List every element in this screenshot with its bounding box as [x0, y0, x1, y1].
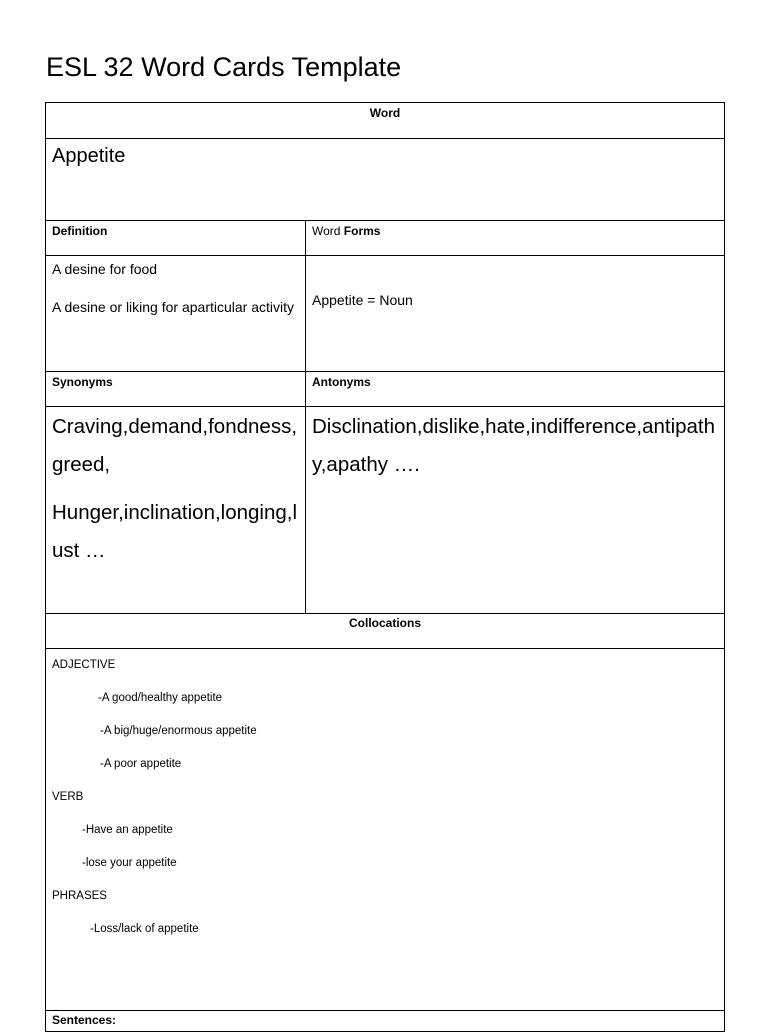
word-header-cell: [46, 103, 725, 139]
collocation-item: -Have an appetite: [82, 824, 173, 836]
word-forms-value: Appetite = Noun: [312, 292, 413, 308]
word-value: Appetite: [52, 145, 126, 167]
antonyms-cell: [306, 407, 725, 614]
collocation-category: PHRASES: [52, 890, 107, 902]
collocation-item: -A big/huge/enormous appetite: [100, 725, 257, 737]
definition-item: A desine for food: [52, 261, 158, 277]
collocation-category: ADJECTIVE: [52, 659, 116, 671]
synonyms-header: Synonyms: [52, 375, 113, 389]
word-forms-cell: [306, 256, 725, 372]
synonyms-line: Hunger,inclination,longing,lust …: [52, 501, 298, 562]
word-card-table: [45, 102, 725, 1032]
collocations-cell: [46, 649, 725, 1011]
definition-header: Definition: [52, 224, 108, 238]
synonyms-header-cell: [46, 372, 306, 407]
collocations-header: Collocations: [349, 616, 422, 630]
collocation-category: VERB: [52, 791, 84, 803]
collocations-header-cell: [46, 614, 725, 649]
word-header: Word: [369, 106, 401, 120]
sentences-label: Sentences:: [52, 1013, 117, 1027]
definition-cell: [46, 256, 306, 372]
antonyms-line: Disclination,dislike,hate,indifference,antipathy,apathy ….: [312, 415, 716, 476]
definition-header-cell: [46, 221, 306, 256]
collocation-item: -A good/healthy appetite: [98, 692, 223, 704]
collocation-item: -A poor appetite: [100, 758, 182, 770]
collocation-item: -Loss/lack of appetite: [90, 923, 199, 935]
word-forms-header-cell: [306, 221, 725, 256]
antonyms-header-cell: [306, 372, 725, 407]
word-forms-header-bold: Forms: [343, 224, 381, 238]
synonyms-cell: [46, 407, 306, 614]
collocation-item: -lose your appetite: [82, 857, 177, 869]
document-title: ESL 32 Word Cards Template: [46, 52, 402, 82]
sentences-cell: [46, 1011, 725, 1032]
word-value-cell: [46, 139, 725, 221]
word-forms-header-prefix: Word: [312, 224, 344, 238]
synonyms-line: Craving,demand,fondness,greed,: [52, 415, 298, 476]
definition-item: A desine or liking for aparticular activity: [52, 299, 294, 315]
antonyms-header: Antonyms: [312, 375, 371, 389]
